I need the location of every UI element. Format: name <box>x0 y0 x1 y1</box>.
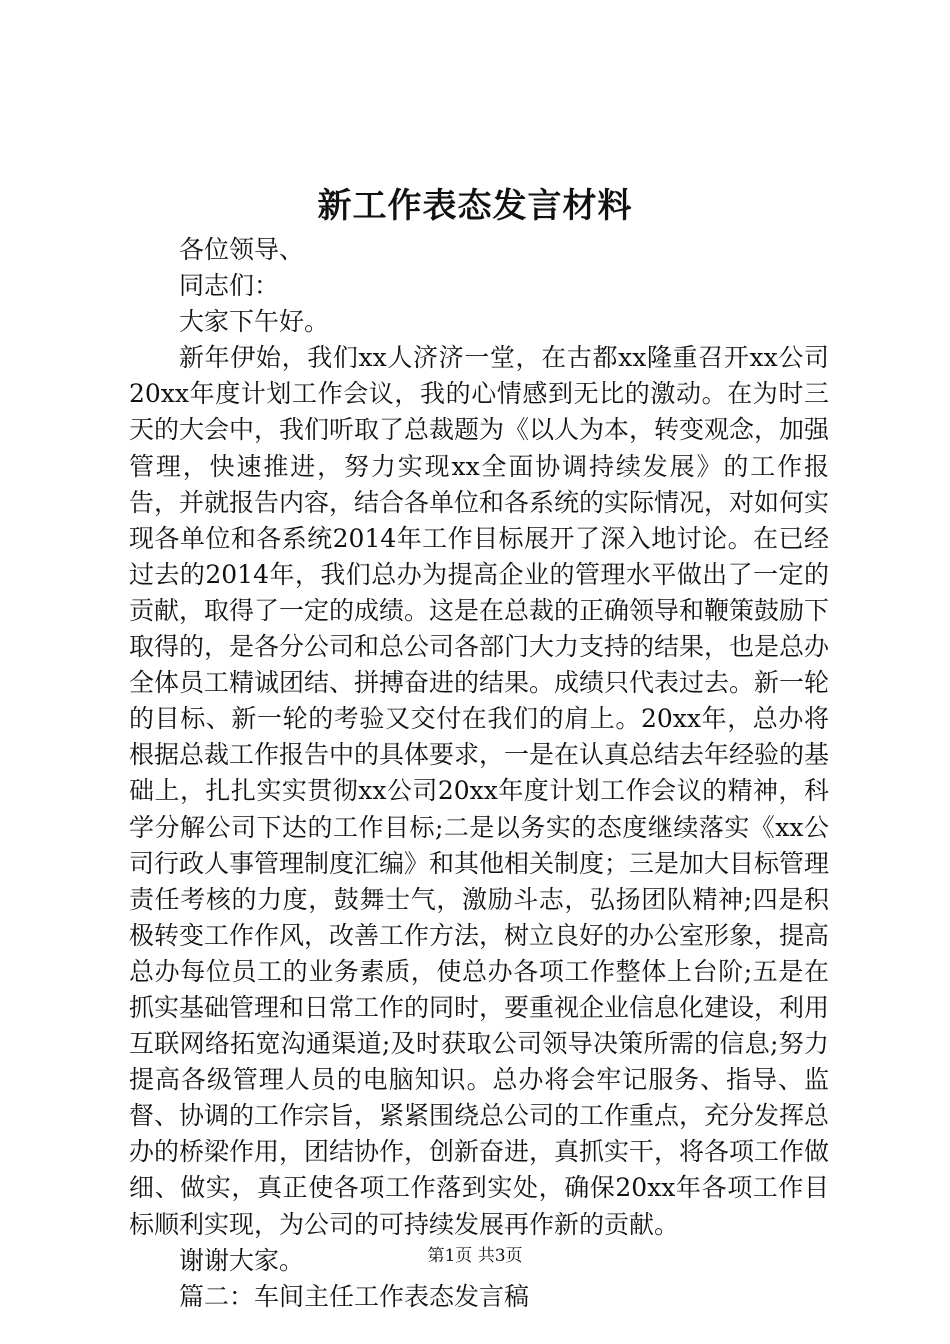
page-footer: 第1页 共3页 <box>427 1246 523 1266</box>
document-body <box>129 232 829 1315</box>
main-paragraph: 新年伊始，我们xx人济济一堂，在古都xx隆重召开xx公司20xx年度计划工作会议，我的心情感到无比的激动。在为时三天的大会中，我们听取了总裁题为《以人为本，转变观念，加强管理，快速推进，努力实现xx全面协调持续发展》的工作报告，并就报告内容，结合各单位和各系统的实际情况，对如何实现各单位和各系统2014年工作目标展开了深入地讨论。在已经过去的2014年，我们总办为提高企业的管理水平做出了一定的贡献，取得了一定的成绩。这是在总裁的正确领导和鞭策鼓励下取得的，是各分公司和总公司各部门大力支持的结果，也是总办全体员工精诚团结、拼搏奋进的结果。成绩只代表过去。新一轮的目标、新一轮的考验又交付在我们的肩上。20xx年，总办将根据总裁工作报告中的具体要求，一是在认真总结去年经验的基础上，扎扎实实贯彻xx公司20xx年度计划工作会议的精神，科学分解公司下达的工作目标;二是以务实的态度继续落实《xx公司行政人事管理制度汇编》和其他相关制度；三是加大目标管理责任考核的力度，鼓舞士气，激励斗志，弘扬团队精神;四是积极转变工作作风，改善工作方法，树立良好的办公室形象，提高总办每位员工的业务素质，使总办各项工作整体上台阶;五是在抓实基础管理和日常工作的同时，要重视企业信息化建设，利用互联网络拓宽沟通渠道;及时获取公司领导决策所需的信息;努力提高各级管理人员的电脑知识。总办将会牢记服务、指导、监督、协调的工作宗旨，紧紧围绕总公司的工作重点，充分发挥总办的桥梁作用，团结协作，创新奋进，真抓实干，将各项工作做细、做实，真正使各项工作落到实处，确保20xx年各项工作目标顺利实现，为公司的可持续发展再作新的贡献。 <box>129 343 830 1239</box>
closing-thanks: 谢谢大家。 <box>179 1245 305 1275</box>
greeting: 大家下午好。 <box>179 307 330 337</box>
salutation-leaders: 各位领导、 <box>179 235 305 264</box>
next-section-heading: 篇二：车间主任工作表态发言稿 <box>179 1281 530 1311</box>
document-title: 新工作表态发言材料 <box>317 186 633 226</box>
salutation-comrades: 同志们： <box>179 271 280 301</box>
